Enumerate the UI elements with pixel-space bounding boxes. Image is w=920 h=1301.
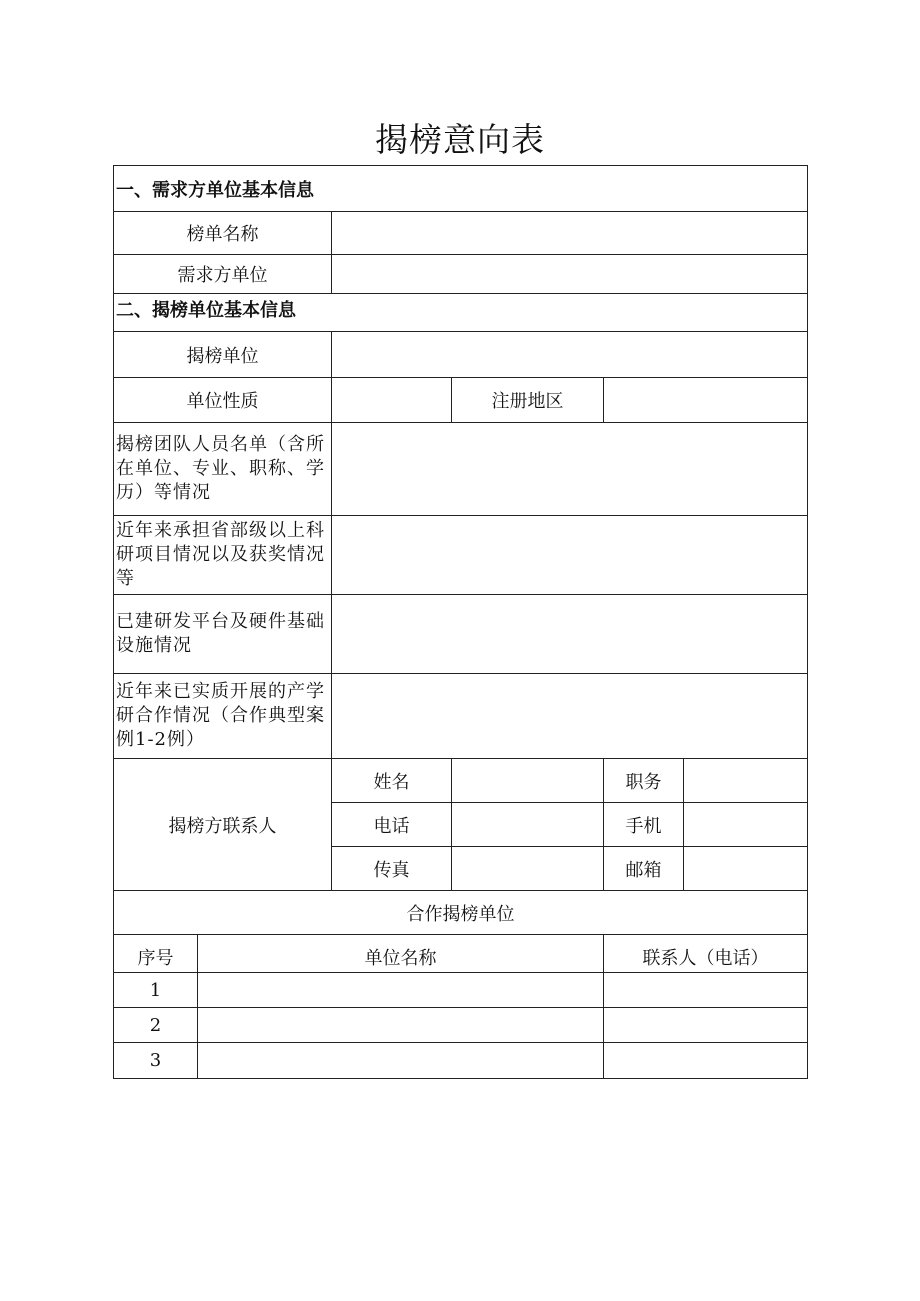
row-number: 1 <box>114 973 198 1008</box>
table-row <box>114 973 808 1008</box>
phone-field[interactable] <box>452 803 604 847</box>
list-name-field[interactable] <box>332 212 808 255</box>
demand-unit-field[interactable] <box>332 255 808 294</box>
partner-name-field[interactable] <box>198 1043 604 1079</box>
col-no-header: 序号 <box>114 935 198 973</box>
form-title: 揭榜意向表 <box>375 120 545 159</box>
position-label: 职务 <box>604 759 684 803</box>
platform-label: 已建研发平台及硬件基础设施情况 <box>114 595 332 674</box>
partner-name-field[interactable] <box>198 1008 604 1043</box>
cooperation-label: 近年来已实质开展的产学研合作情况（合作典型案例1-2例） <box>114 674 332 759</box>
projects-field[interactable] <box>332 516 808 595</box>
email-label: 邮箱 <box>604 847 684 891</box>
mobile-field[interactable] <box>684 803 808 847</box>
cooperation-field[interactable] <box>332 674 808 759</box>
name-field[interactable] <box>452 759 604 803</box>
intent-form-table <box>113 165 808 1079</box>
col-contact-header: 联系人（电话） <box>604 935 808 973</box>
partner-contact-field[interactable] <box>604 973 808 1008</box>
email-field[interactable] <box>684 847 808 891</box>
partner-contact-field[interactable] <box>604 1043 808 1079</box>
row-number: 3 <box>114 1043 198 1079</box>
mobile-label: 手机 <box>604 803 684 847</box>
region-field[interactable] <box>604 378 808 423</box>
table-row <box>114 1008 808 1043</box>
unveil-unit-field[interactable] <box>332 332 808 378</box>
region-label: 注册地区 <box>452 378 604 423</box>
contact-label: 揭榜方联系人 <box>114 759 332 891</box>
partner-name-field[interactable] <box>198 973 604 1008</box>
fax-field[interactable] <box>452 847 604 891</box>
list-name-label: 榜单名称 <box>114 212 332 255</box>
unit-nature-label: 单位性质 <box>114 378 332 423</box>
projects-label: 近年来承担省部级以上科研项目情况以及获奖情况等 <box>114 516 332 595</box>
position-field[interactable] <box>684 759 808 803</box>
phone-label: 电话 <box>332 803 452 847</box>
partner-contact-field[interactable] <box>604 1008 808 1043</box>
col-unit-name-header: 单位名称 <box>198 935 604 973</box>
team-label: 揭榜团队人员名单（含所在单位、专业、职称、学历）等情况 <box>114 423 332 516</box>
name-label: 姓名 <box>332 759 452 803</box>
partners-heading: 合作揭榜单位 <box>114 891 808 935</box>
fax-label: 传真 <box>332 847 452 891</box>
row-number: 2 <box>114 1008 198 1043</box>
platform-field[interactable] <box>332 595 808 674</box>
section1-heading: 一、需求方单位基本信息 <box>114 166 808 212</box>
team-field[interactable] <box>332 423 808 516</box>
section2-heading: 二、揭榜单位基本信息 <box>114 294 808 332</box>
unveil-unit-label: 揭榜单位 <box>114 332 332 378</box>
unit-nature-field[interactable] <box>332 378 452 423</box>
table-row <box>114 1043 808 1079</box>
demand-unit-label: 需求方单位 <box>114 255 332 294</box>
